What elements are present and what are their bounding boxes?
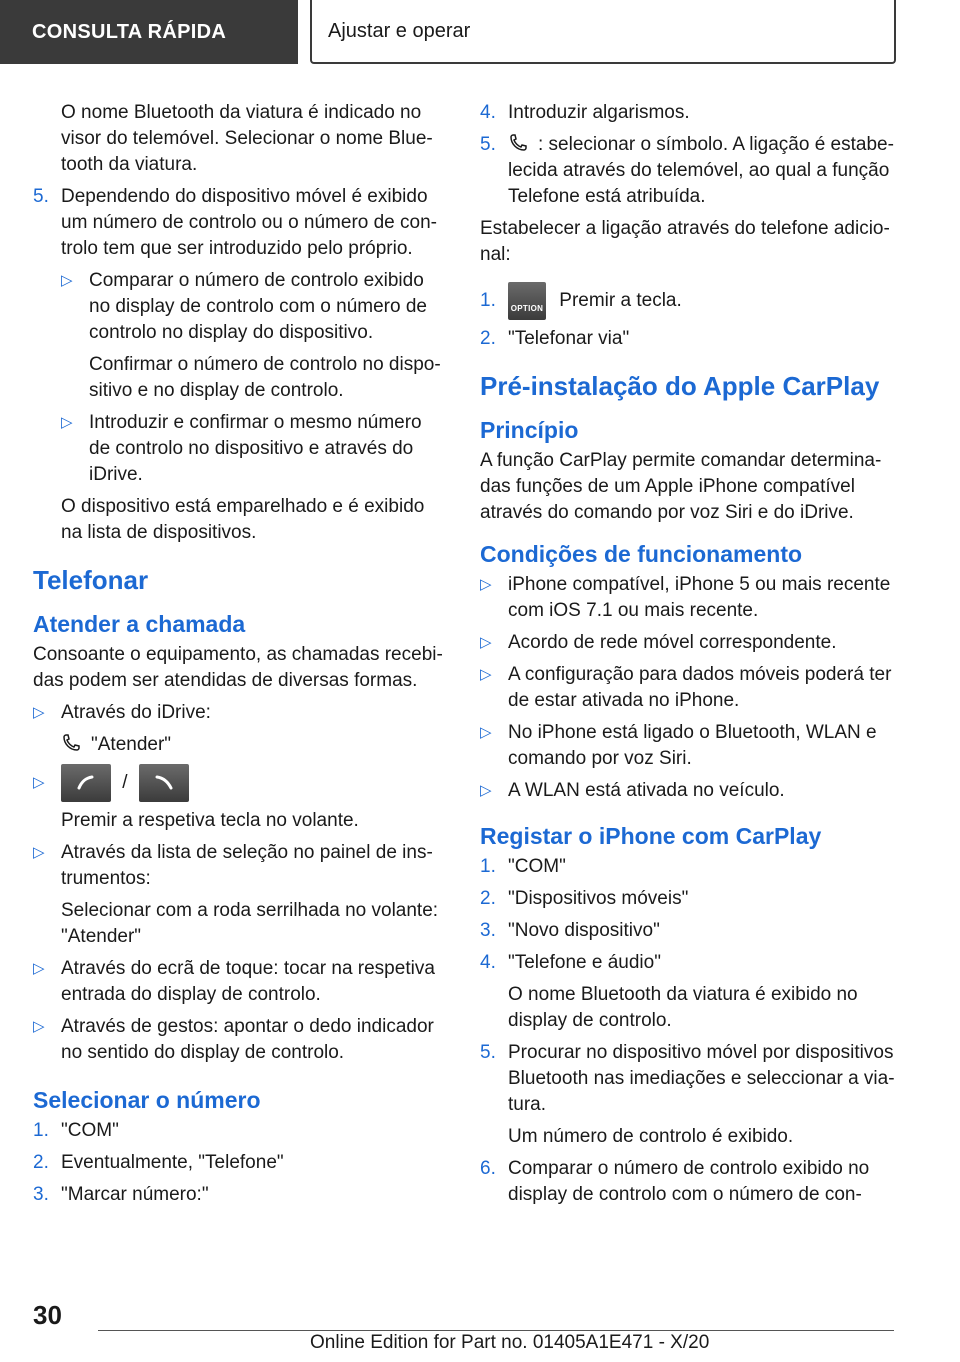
atender-label: "Atender"	[91, 734, 172, 755]
bullet-subtext: Confirmar o número de controlo no dispo-sitivo e no display de controlo.	[89, 354, 441, 401]
step-number: 4.	[480, 952, 496, 973]
footer-edition: Online Edition for Part no. 01405A1E471 - X/20	[310, 1332, 710, 1353]
principio-paragraph: A função CarPlay permite comandar determina-das funções de um Apple iPhone compatível através do comando por voz Siri e do iDrive.	[480, 450, 882, 523]
step-number: 1.	[33, 1120, 49, 1141]
step-5	[33, 184, 443, 262]
condition-item	[480, 720, 898, 772]
bullet-triangle-icon: ▷	[480, 666, 492, 683]
condition-item	[480, 662, 898, 714]
step-text: Introduzir algarismos.	[508, 102, 690, 123]
bullet-text: iPhone compatível, iPhone 5 ou mais recente com iOS 7.1 ou mais recente.	[508, 574, 891, 621]
heading-principio: Princípio	[480, 417, 579, 443]
select-step	[33, 1182, 443, 1208]
bullet-text: Através de gestos: apontar o dedo indicador no sentido do display de controlo.	[61, 1016, 434, 1063]
step-subtext: Um número de controlo é exibido.	[508, 1126, 794, 1147]
option-step-2	[480, 326, 898, 352]
bullet-subtext: Premir a respetiva tecla no volante.	[61, 810, 359, 831]
step-text: "Marcar número:"	[61, 1184, 209, 1205]
option-key-label: OPTION	[510, 304, 544, 313]
condition-item	[480, 778, 898, 804]
step-text: Dependendo do dispositivo móvel é exibido um número de controlo ou o número de con-trolo tem que ser introduzido pelo próprio.	[61, 186, 437, 259]
bullet-triangle-icon: ▷	[61, 414, 73, 431]
paired-paragraph: O dispositivo está emparelhado e é exibido na lista de dispositivos.	[61, 496, 425, 543]
step-number: 1.	[480, 290, 496, 311]
section-title: CONSULTA RÁPIDA	[32, 20, 227, 43]
bullet-text: Acordo de rede móvel correspondente.	[508, 632, 837, 653]
heading-carplay: Pré-instalação do Apple CarPlay	[480, 371, 880, 401]
end-call-key-icon	[139, 764, 189, 802]
chapter-title: Ajustar e operar	[328, 19, 471, 42]
step-number: 2.	[480, 888, 496, 909]
bullet-idrive	[33, 700, 443, 726]
register-step	[480, 918, 898, 944]
register-step	[480, 854, 898, 880]
option-step-1	[480, 282, 898, 320]
bullet-triangle-icon: ▷	[61, 272, 73, 289]
bullet-compare	[61, 268, 443, 346]
step-text: Comparar o número de controlo exibido no display de controlo com o número de con-	[508, 1158, 870, 1205]
bullet-text: Através da lista de seleção no painel de ins-trumentos:	[61, 842, 433, 889]
select-step	[33, 1150, 443, 1176]
step-number: 2.	[33, 1152, 49, 1173]
step-number: 5.	[480, 1042, 496, 1063]
bullet-text: A WLAN está ativada no veículo.	[508, 780, 785, 801]
page-number: 30	[33, 1300, 62, 1330]
bullet-instrument-list	[33, 840, 443, 892]
step-number: 2.	[480, 328, 496, 349]
left-column	[33, 100, 443, 1214]
step-text: Procurar no dispositivo móvel por dispositivos Bluetooth nas imediações e seleccionar a via-tura.	[508, 1042, 895, 1115]
bullet-enter	[61, 410, 443, 488]
step-text: "COM"	[61, 1120, 119, 1141]
step-number: 5.	[480, 134, 496, 155]
step-text: : selecionar o símbolo. A ligação é estabe-lecida através do telemóvel, ao qual a função Telefone está atribuída.	[508, 134, 894, 207]
bullet-subtext: Selecionar com a roda serrilhada no volante: "Atender"	[61, 900, 439, 947]
heading-atender: Atender a chamada	[33, 611, 246, 637]
condition-item	[480, 630, 898, 656]
bullet-triangle-icon: ▷	[480, 576, 492, 593]
step-text: "Novo dispositivo"	[508, 920, 660, 941]
heading-condicoes: Condições de funcionamento	[480, 541, 803, 567]
register-step	[480, 886, 898, 912]
bullet-touchscreen	[33, 956, 443, 1008]
step-text: Eventualmente, "Telefone"	[61, 1152, 284, 1173]
accept-call-key-icon	[61, 764, 111, 802]
bullet-text: Introduzir e confirmar o mesmo número de controlo no dispositivo e através do iDrive.	[89, 412, 422, 485]
step-subtext: O nome Bluetooth da viatura é exibido no display de controlo.	[508, 984, 858, 1031]
step-text: "Telefone e áudio"	[508, 952, 661, 973]
bullet-triangle-icon: ▷	[33, 774, 45, 791]
bullet-text: Através do ecrã de toque: tocar na respetiva entrada do display de controlo.	[61, 958, 435, 1005]
register-step	[480, 1156, 898, 1208]
bullet-triangle-icon: ▷	[33, 1018, 45, 1035]
step-number: 3.	[33, 1184, 49, 1205]
bullet-subtext	[33, 732, 443, 758]
right-column	[480, 100, 898, 1214]
heading-telefonar: Telefonar	[33, 565, 149, 595]
heading-registar: Registar o iPhone com CarPlay	[480, 823, 822, 849]
bullet-text: Através do iDrive:	[61, 702, 211, 723]
option-key-icon	[508, 282, 546, 320]
bullet-text: A configuração para dados móveis poderá ter de estar ativada no iPhone.	[508, 664, 892, 711]
bullet-triangle-icon: ▷	[480, 782, 492, 799]
bullet-triangle-icon: ▷	[480, 724, 492, 741]
phone-icon	[508, 133, 528, 153]
additional-phone-paragraph: Estabelecer a ligação através do telefone adicio-nal:	[480, 218, 890, 265]
key-separator: /	[122, 772, 128, 794]
step-text: "Telefonar via"	[508, 328, 630, 349]
bullet-text: No iPhone está ligado o Bluetooth, WLAN e comando por voz Siri.	[508, 722, 877, 769]
dial-step-4	[480, 100, 898, 126]
intro-paragraph: O nome Bluetooth da viatura é indicado no visor do telemóvel. Selecionar o nome Blue-tooth da viatura.	[61, 102, 433, 175]
heading-selecionar: Selecionar o número	[33, 1087, 261, 1113]
step-number: 6.	[480, 1158, 496, 1179]
bullet-triangle-icon: ▷	[33, 960, 45, 977]
condition-item	[480, 572, 898, 624]
step-number: 5.	[33, 186, 49, 207]
phone-icon	[61, 733, 81, 753]
dial-step-5	[480, 132, 898, 210]
bullet-triangle-icon: ▷	[33, 704, 45, 721]
chapter-tab	[310, 0, 896, 64]
bullet-triangle-icon: ▷	[33, 844, 45, 861]
section-tab	[0, 0, 298, 64]
step-text: "Dispositivos móveis"	[508, 888, 689, 909]
step-number: 3.	[480, 920, 496, 941]
atender-intro: Consoante o equipamento, as chamadas recebi-das podem ser atendidas de diversas formas.	[33, 644, 443, 691]
footer-divider	[98, 1330, 894, 1331]
bullet-triangle-icon: ▷	[480, 634, 492, 651]
step-number: 1.	[480, 856, 496, 877]
bullet-steering-keys	[33, 764, 443, 802]
step-text: Premir a tecla.	[559, 290, 682, 312]
bullet-text: Comparar o número de controlo exibido no display de controlo com o número de controlo no display do dispositivo.	[89, 270, 427, 343]
register-step	[480, 950, 898, 976]
bullet-gestures	[33, 1014, 443, 1066]
step-text: "COM"	[508, 856, 566, 877]
step-number: 4.	[480, 102, 496, 123]
register-step	[480, 1040, 898, 1118]
select-step	[33, 1118, 443, 1144]
